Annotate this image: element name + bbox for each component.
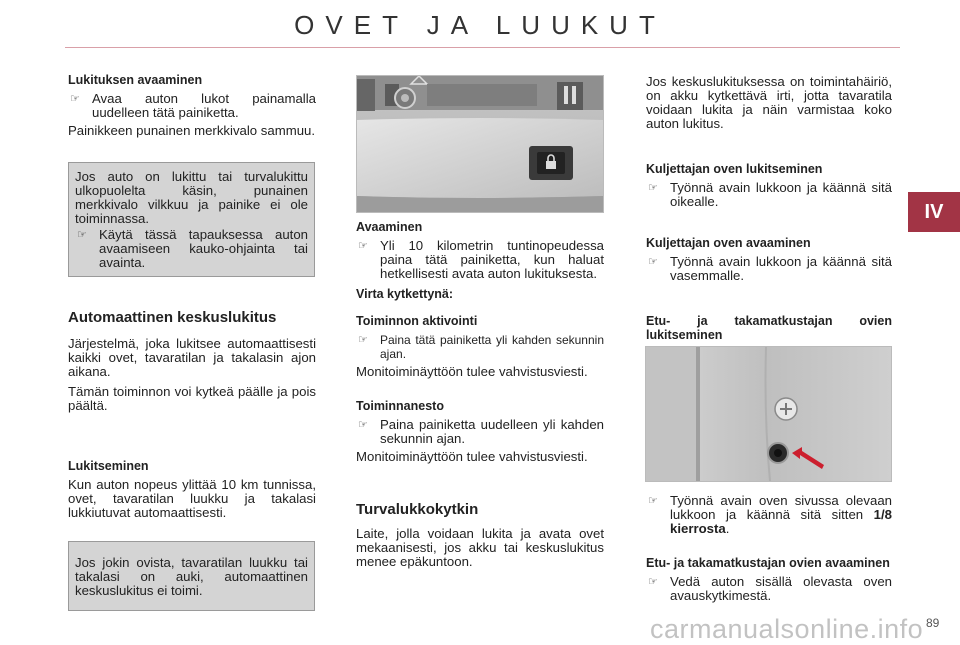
locking-text: Kun auton nopeus ylittää 10 km tunnissa, ovet, tavaratilan luukku ja takalasi lukkiutuvat automaattisesti. xyxy=(68,477,316,520)
note-box-locked xyxy=(68,162,315,277)
driver-unlock-section xyxy=(646,236,892,283)
pointing-hand-icon: ☞ xyxy=(648,182,658,194)
unlock-section xyxy=(68,73,316,138)
deactivate-heading: Toiminnanesto xyxy=(356,399,444,413)
auto-lock-section xyxy=(68,311,316,413)
fault-text: Jos keskuslukituksessa on toimintahäiriö, on akku kytkettävä irti, jotta tavaratila voidaan lukita ja näin varmistaa koko auton lukitus. xyxy=(646,74,892,131)
deactivate-section xyxy=(356,399,604,464)
pointing-hand-icon: ☞ xyxy=(77,229,87,241)
driver-lock-step: ☞ Työnnä avain lukkoon ja käännä sitä oikealle. xyxy=(648,180,892,209)
other-lock-heading: Etu- ja takamatkustajan ovien lukitseminen xyxy=(646,314,892,342)
note-box-locked-step: ☞ Käytä tässä tapauksessa auton avaamiseen kauko-ohjainta tai avainta. xyxy=(77,227,308,270)
page-number: 89 xyxy=(926,616,940,630)
door-lock-illustration xyxy=(646,347,891,481)
activate-step: ☞ Paina tätä painiketta yli kahden sekunnin ajan. xyxy=(358,333,604,361)
other-lock-step: ☞ Työnnä avain oven sivussa olevaan lukkoon ja käännä sitä sitten 1/8 kierrosta. xyxy=(648,493,892,536)
driver-unlock-step: ☞ Työnnä avain lukkoon ja käännä sitä vasemmalle. xyxy=(648,254,892,283)
auto-lock-toggle-note: Tämän toiminnon voi kytkeä päälle ja pois päältä. xyxy=(68,384,316,413)
locking-section xyxy=(68,459,316,520)
other-lock-section xyxy=(646,494,892,536)
pointing-hand-icon: ☞ xyxy=(648,256,658,268)
fault-section xyxy=(646,75,892,131)
pointing-hand-icon: ☞ xyxy=(358,334,368,346)
safety-switch-section xyxy=(356,503,604,569)
door-lock-photo xyxy=(645,346,892,482)
other-unlock-section xyxy=(646,556,892,603)
deactivate-step: ☞ Paina painiketta uudelleen yli kahden sekunnin ajan. xyxy=(358,417,604,446)
safety-switch-text: Laite, jolla voidaan lukita ja avata ovet mekaanisesti, jos akku tai keskuslukitus menee epäkuntoon. xyxy=(356,526,604,569)
activate-heading: Toiminnon aktivointi xyxy=(356,314,478,328)
auto-lock-heading: Automaattinen keskuslukitus xyxy=(68,309,277,326)
open-heading: Avaaminen xyxy=(356,220,423,234)
unlock-note: Painikkeen punainen merkkivalo sammuu. xyxy=(68,123,316,138)
driver-lock-section xyxy=(646,162,892,209)
driver-lock-heading: Kuljettajan oven lukitseminen xyxy=(646,162,823,176)
chapter-tab[interactable]: IV xyxy=(908,192,960,232)
pointing-hand-icon: ☞ xyxy=(358,419,368,431)
other-lock-step-emphasis: 1/8 kierrosta xyxy=(670,507,892,536)
other-unlock-step: ☞ Vedä auton sisällä olevasta oven avauskytkimestä. xyxy=(648,574,892,603)
other-lock-heading-block xyxy=(646,314,892,342)
activate-confirm: Monitoiminäyttöön tulee vahvistusviesti. xyxy=(356,364,588,379)
safety-switch-heading: Turvalukkokytkin xyxy=(356,501,479,518)
page-title: OVET JA LUUKUT xyxy=(294,10,666,40)
watermark: carmanualsonline.info xyxy=(650,614,924,644)
pointing-hand-icon: ☞ xyxy=(648,576,658,588)
dashboard-button-photo xyxy=(356,75,604,213)
ignition-heading: Virta kytkettynä: xyxy=(356,287,454,301)
note-box-open-door xyxy=(68,541,315,611)
title-divider xyxy=(65,47,900,48)
unlock-step: ☞ Avaa auton lukot painamalla uudelleen tätä painiketta. xyxy=(70,91,316,120)
deactivate-confirm: Monitoiminäyttöön tulee vahvistusviesti. xyxy=(356,449,588,464)
pointing-hand-icon: ☞ xyxy=(70,93,80,105)
pointing-hand-icon: ☞ xyxy=(358,240,368,252)
note-box-open-door-text: Jos jokin ovista, tavaratilan luukku tai takalasi on auki, automaattinen keskuslukitus ei toimi. xyxy=(75,555,308,598)
open-step: ☞ Yli 10 kilometrin tuntinopeudessa paina tätä painiketta, kun haluat hetkellisesti avata auton lukituksesta. xyxy=(358,238,604,281)
locking-heading: Lukitseminen xyxy=(68,459,149,473)
dashboard-button-illustration xyxy=(357,76,603,212)
pointing-hand-icon: ☞ xyxy=(648,495,658,507)
auto-lock-description: Järjestelmä, joka lukitsee automaattisesti kaikki ovet, tavaratilan ja takalasin ajon aikana. xyxy=(68,336,316,379)
unlock-heading: Lukituksen avaaminen xyxy=(68,73,203,87)
driver-unlock-heading: Kuljettajan oven avaaminen xyxy=(646,236,811,250)
other-unlock-heading: Etu- ja takamatkustajan ovien avaaminen xyxy=(646,556,890,570)
note-box-locked-text: Jos auto on lukittu tai turvalukittu ulkopuolelta käsin, punainen merkkivalo vilkkuu ja painike ei ole toiminnassa. xyxy=(75,169,308,226)
activate-section xyxy=(356,314,604,379)
open-section xyxy=(356,220,604,301)
